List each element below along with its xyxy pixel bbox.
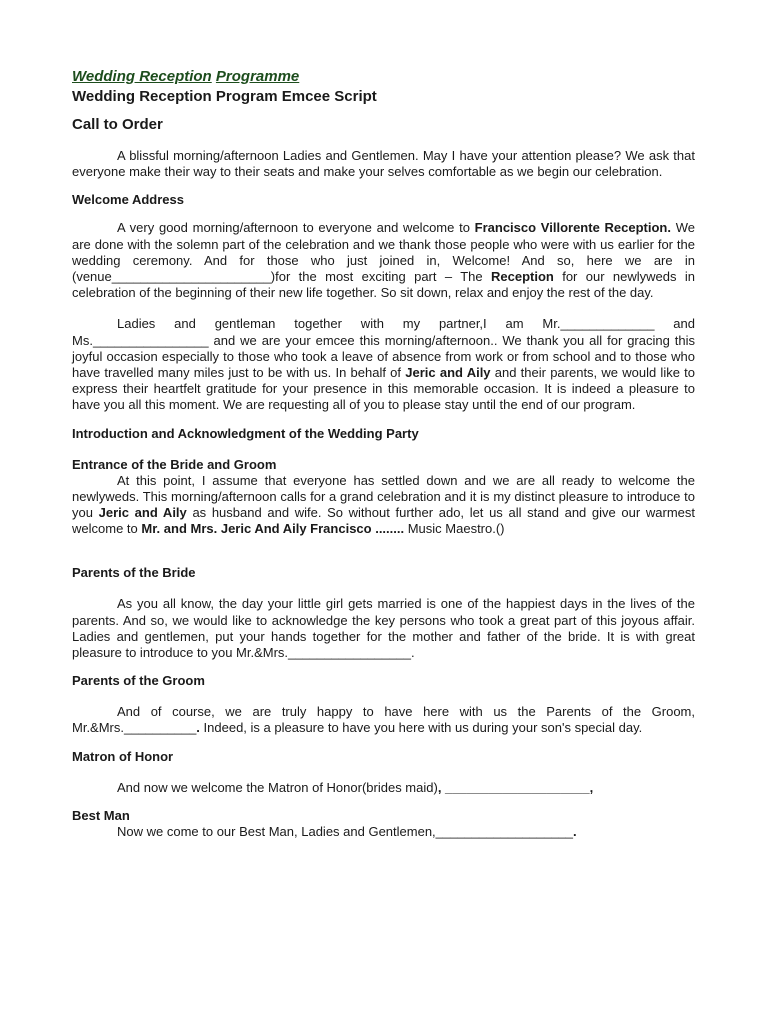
paragraph-parents-groom: And of course, we are truly happy to have here with us the Parents of the Groom, Mr.&Mrs.__________. Indeed, is a pleasure to have you here with us during your son's special day.: [72, 704, 695, 736]
document-title: [72, 68, 695, 86]
heading-parents-bride: Parents of the Bride: [72, 565, 196, 581]
heading-best-man: Best Man: [72, 807, 130, 823]
paragraph-welcome-2: Ladies and gentleman together with my partner,I am Mr._____________ and Ms.________________ and we are your emcee this morning/afternoon.. We thank you all for gracing this joyful occasion especially to those who took a leave of absence from work or from school and to those who have travelled many miles just to be with us. In behalf of Jeric and Aily and their parents, we would like to express their heartfelt gratitude for your presence in this memorable occasion. It is indeed a pleasure to have you all this moment. We are requesting all of you to please stay until the end of our program.: [72, 316, 696, 413]
paragraph-best-man: Now we come to our Best Man, Ladies and Gentlemen,___________________.: [117, 823, 577, 839]
heading-call-to-order: Call to Order: [72, 116, 163, 133]
heading-matron-of-honor: Matron of Honor: [72, 748, 174, 764]
title-part-2: Programme: [215, 68, 300, 85]
heading-entrance: Entrance of the Bride and Groom: [72, 456, 277, 472]
heading-introduction: Introduction and Acknowledgment of the Wedding Party: [72, 425, 419, 441]
heading-welcome-address: Welcome Address: [72, 192, 184, 208]
document-subtitle: Wedding Reception Program Emcee Script: [72, 88, 377, 105]
title-part-1: Wedding Reception: [72, 68, 212, 85]
heading-parents-groom: Parents of the Groom: [72, 673, 205, 689]
paragraph-entrance: At this point, I assume that everyone has settled down and we are all ready to welcome the newlyweds. This morning/afternoon calls for a grand celebration and it is my distinct pleasure to introduce to you Jeric and Aily as husband and wife. So without further ado, let us all stand and give our warmest welcome to Mr. and Mrs. Jeric And Aily Francisco ........ Music Maestro.(): [72, 472, 696, 537]
paragraph-parents-bride: As you all know, the day your little girl gets married is one of the happiest days in the lives of the parents. And so, we would like to acknowledge the key persons who took a great part of this joyous affair. Ladies and gentlemen, put your hands together for the mother and father of the bride. It is with great pleasure to introduce to you Mr.&Mrs._________________.: [72, 596, 695, 661]
paragraph-matron-of-honor: And now we welcome the Matron of Honor(brides maid), ____________________,: [117, 779, 594, 795]
paragraph-welcome-1: A very good morning/afternoon to everyone and welcome to Francisco Villorente Reception. We are done with the solemn part of the celebration and we thank those people who were with us earlier for the wedding ceremony. And for those who just joined in, Welcome! And so, here we are in (venue______________________)for the most exciting part – The Reception for our newlyweds in celebration of the beginning of their new life together. So sit down, relax and enjoy the rest of the day.: [72, 220, 695, 301]
paragraph-call-to-order: A blissful morning/afternoon Ladies and Gentlemen. May I have your attention please? We ask that everyone make their way to their seats and make your selves comfortable as we begin our celebration.: [72, 148, 695, 180]
